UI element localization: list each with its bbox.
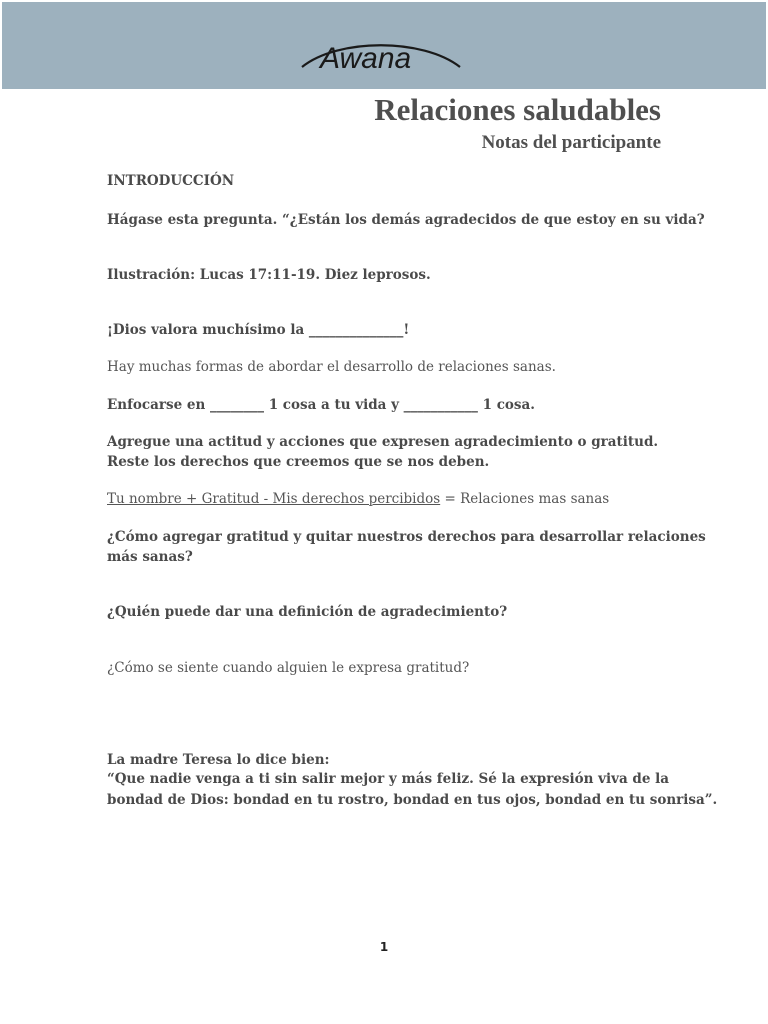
teresa-intro: La madre Teresa lo dice bien: — [107, 752, 330, 768]
formula-result: = Relaciones mas sanas — [440, 491, 610, 507]
how-line-1: ¿Cómo agregar gratitud y quitar nuestros derechos para desarrollar relaciones — [107, 529, 706, 545]
how-feel-line: ¿Cómo se siente cuando alguien le expresa gratitud? — [107, 660, 470, 676]
awana-logo-mark — [298, 34, 464, 74]
many-ways-line: Hay muchas formas de abordar el desarrollo de relaciones sanas. — [107, 359, 556, 375]
formula-line — [107, 489, 667, 510]
how-line-2: más sanas? — [107, 549, 193, 565]
page-subtitle: Notas del participante — [481, 132, 661, 153]
quote-line-1: “Que nadie venga a ti sin salir mejor y más feliz. Sé la expresión viva de la — [107, 771, 670, 787]
focus-line: Enfocarse en ________ 1 cosa a tu vida y ___________ 1 cosa. — [107, 397, 535, 413]
page-title: Relaciones saludables — [374, 92, 661, 127]
god-values-line: ¡Dios valora muchísimo la ______________! — [107, 322, 410, 338]
awana-logo — [298, 34, 464, 74]
illustration-line: Ilustración: Lucas 17:11-19. Diez leprosos. — [107, 267, 431, 283]
quote-line-2: bondad de Dios: bondad en tu rostro, bondad en tus ojos, bondad en tu sonrisa”. — [107, 792, 718, 808]
logo-text: Awana — [320, 42, 412, 74]
formula-underlined: Tu nombre + Gratitud - Mis derechos percibidos — [107, 491, 441, 507]
add-line-2: Reste los derechos que creemos que se nos deben. — [107, 454, 490, 470]
question-1: Hágase esta pregunta. “¿Están los demás agradecidos de que estoy en su vida? — [107, 212, 705, 228]
intro-heading: INTRODUCCIÓN — [107, 173, 235, 189]
page-number: 1 — [379, 940, 389, 954]
add-line-1: Agregue una actitud y acciones que expresen agradecimiento o gratitud. — [107, 434, 659, 450]
who-defines-line: ¿Quién puede dar una definición de agradecimiento? — [107, 604, 508, 620]
